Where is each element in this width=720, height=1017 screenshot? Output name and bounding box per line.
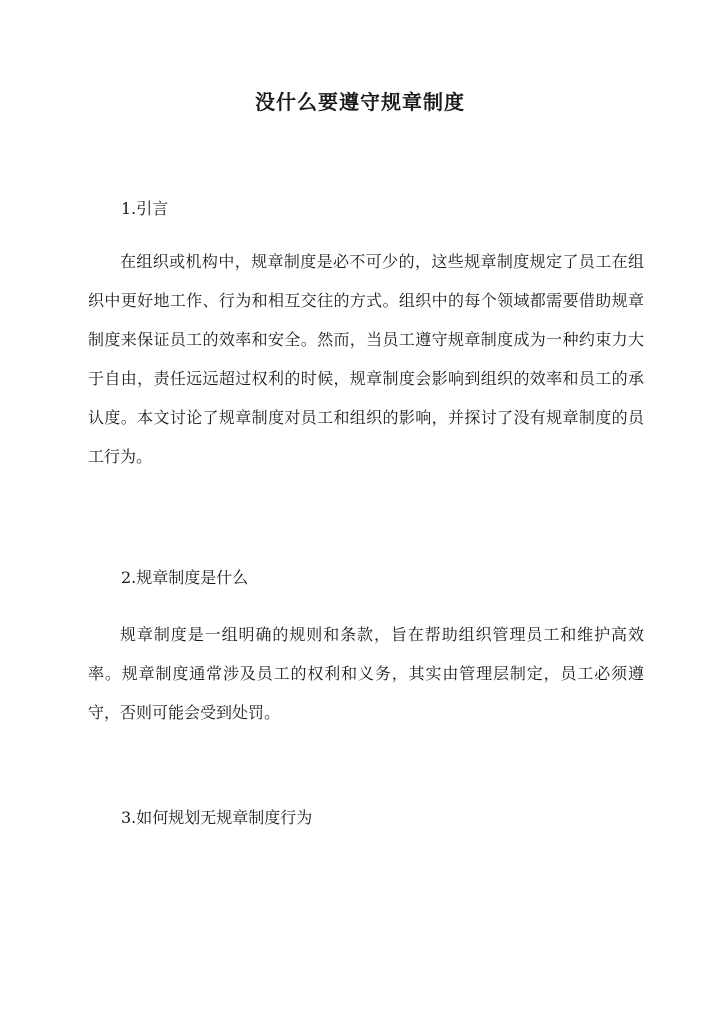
section-paragraph-introduction: 在组织或机构中，规章制度是必不可少的，这些规章制度规定了员工在组织中更好地工作、行为和相互交往的方式。组织中的每个领域都需要借助规章制度来保证员工的效率和安全。然而，当员工遵守规章制度成为一种约束力大于自由，责任远远超过权利的时候，规章制度会影响到组织的效率和员工的承认度。本文讨论了规章制度对员工和组织的影响，并探讨了没有规章制度的员工行为。 xyxy=(88,252,644,466)
section-heading-plan-behavior: 3.如何规划无规章制度行为 xyxy=(121,808,313,827)
document-title: 没什么要遵守规章制度 xyxy=(255,90,465,114)
section-heading-introduction: 1.引言 xyxy=(121,199,169,218)
section-heading-what-are-rules: 2.规章制度是什么 xyxy=(121,568,249,587)
section-paragraph-what-are-rules: 规章制度是一组明确的规则和条款，旨在帮助组织管理员工和维护高效率。规章制度通常涉及员工的权利和义务，其实由管理层制定，员工必须遵守，否则可能会受到处罚。 xyxy=(88,625,644,722)
